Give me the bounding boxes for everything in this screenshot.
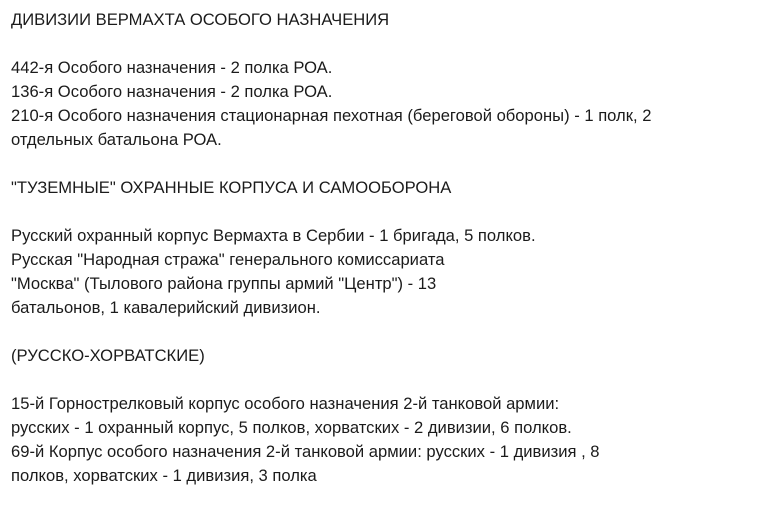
section-heading: (РУССКО-ХОРВАТСКИЕ): [11, 346, 205, 365]
paragraph-spacer: [11, 368, 756, 392]
text-line: 210-я Особого назначения стационарная пехотная (береговой обороны) - 1 полк, 2: [11, 106, 652, 125]
paragraph-spacer: [11, 152, 756, 176]
section-heading: "ТУЗЕМНЫЕ" ОХРАННЫЕ КОРПУСА И САМООБОРОНА: [11, 178, 452, 197]
text-line: "Москва" (Тылового района группы армий "Центр") - 13: [11, 274, 437, 293]
text-line: 69-й Корпус особого назначения 2-й танковой армии: русских - 1 дивизия , 8: [11, 442, 600, 461]
text-line: полков, хорватских - 1 дивизия, 3 полка: [11, 466, 317, 485]
text-line: 136-я Особого назначения - 2 полка РОА.: [11, 82, 333, 101]
document-body: [11, 8, 756, 488]
text-line: 442-я Особого назначения - 2 полка РОА.: [11, 58, 333, 77]
paragraph-spacer: [11, 32, 756, 56]
text-line: 15-й Горнострелковый корпус особого назначения 2-й танковой армии:: [11, 394, 560, 413]
paragraph-spacer: [11, 320, 756, 344]
paragraph-spacer: [11, 200, 756, 224]
text-line: отдельных батальона РОА.: [11, 130, 222, 149]
text-line: батальонов, 1 кавалерийский дивизион.: [11, 298, 321, 317]
text-line: Русский охранный корпус Вермахта в Сербии - 1 бригада, 5 полков.: [11, 226, 536, 245]
text-line: русских - 1 охранный корпус, 5 полков, хорватских - 2 дивизии, 6 полков.: [11, 418, 572, 437]
text-line: Русская "Народная стража" генерального комиссариата: [11, 250, 445, 269]
section-heading: ДИВИЗИИ ВЕРМАХТА ОСОБОГО НАЗНАЧЕНИЯ: [11, 10, 390, 29]
